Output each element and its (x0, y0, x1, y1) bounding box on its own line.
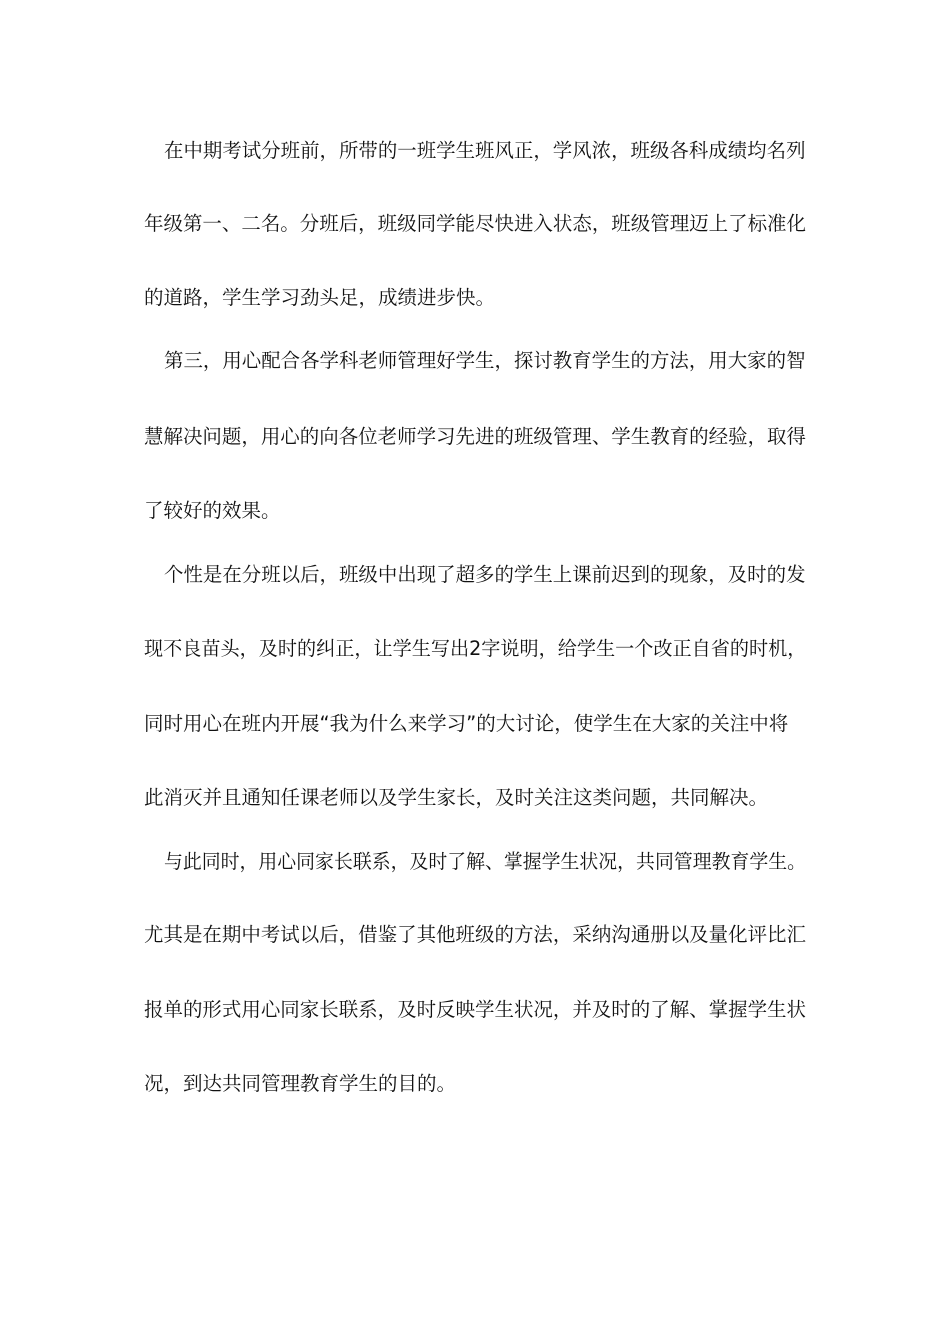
paragraph-line: 年级第一、二名。分班后，班级同学能尽快进入状态，班级管理迈上了标准化 (144, 212, 807, 235)
paragraph-line: 个性是在分班以后，班级中出现了超多的学生上课前迟到的现象，及时的发 (164, 563, 806, 586)
paragraph-line: 尤其是在期中考试以后，借鉴了其他班级的方法，采纳沟通册以及量化评比汇 (144, 923, 807, 946)
paragraph-line: 的道路，学生学习劲头足，成绩进步快。 (144, 286, 496, 309)
paragraph-line: 慧解决问题，用心的向各位老师学习先进的班级管理、学生教育的经验，取得 (144, 425, 807, 448)
paragraph-line: 在中期考试分班前，所带的一班学生班风正，学风浓，班级各科成绩均名列 (164, 139, 806, 162)
paragraph-line: 报单的形式用心同家长联系，及时反映学生状况，并及时的了解、掌握学生状 (144, 998, 807, 1021)
paragraph-line: 了较好的效果。 (144, 499, 281, 522)
paragraph-line: 况，到达共同管理教育学生的目的。 (144, 1072, 457, 1095)
paragraph-line: 同时用心在班内开展“我为什么来学习”的大讨论，使学生在大家的关注中将 (144, 712, 789, 735)
paragraph-line: 现不良苗头，及时的纠正，让学生写出2字说明，给学生一个改正自省的时机， (144, 637, 807, 660)
paragraph-line: 第三，用心配合各学科老师管理好学生，探讨教育学生的方法，用大家的智 (164, 349, 806, 372)
paragraph-line: 与此同时，用心同家长联系，及时了解、掌握学生状况，共同管理教育学生。 (164, 850, 807, 873)
paragraph-line: 此消灭并且通知任课老师以及学生家长，及时关注这类问题，共同解决。 (144, 786, 769, 809)
